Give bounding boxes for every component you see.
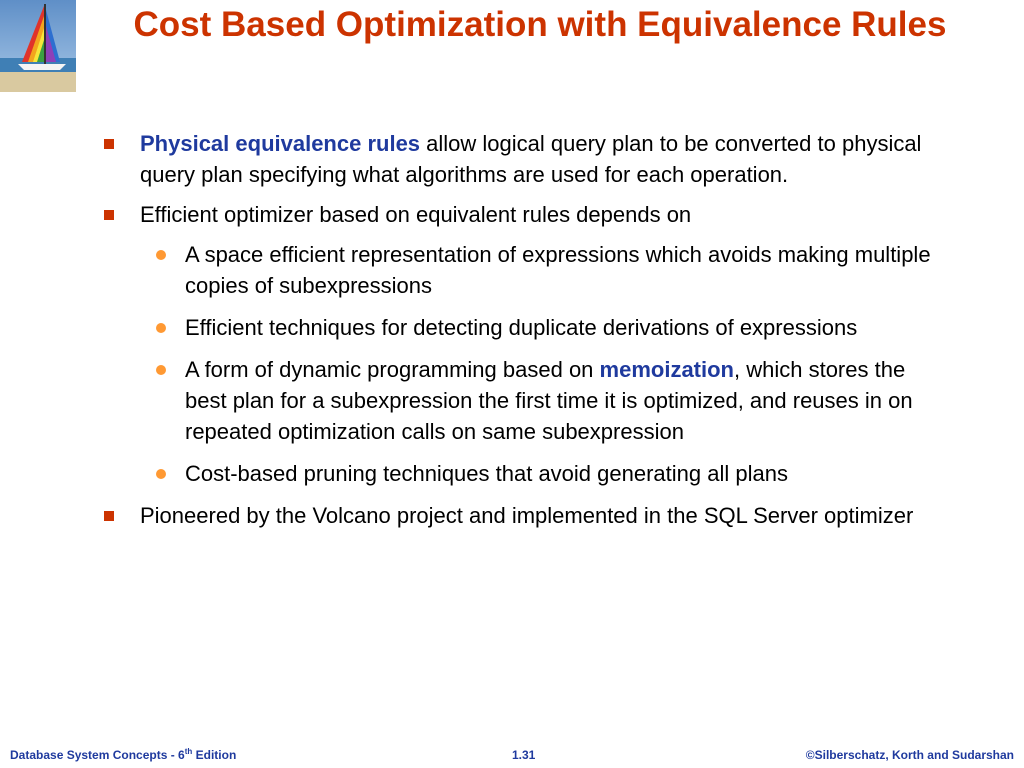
slide-title: Cost Based Optimization with Equivalence Rules — [133, 5, 947, 44]
round-bullet-icon — [156, 365, 166, 375]
sub-bullet-space-efficient — [104, 239, 944, 301]
footer-edition-sup: th — [184, 747, 193, 756]
footer-book-title — [10, 748, 236, 762]
highlight-term: Physical equivalence rules — [140, 131, 421, 156]
slide-footer — [0, 744, 1024, 768]
round-bullet-icon — [156, 250, 166, 260]
slide-content — [104, 128, 944, 540]
footer-edition-label: Edition — [192, 748, 237, 762]
square-bullet-icon — [104, 511, 114, 521]
sub-bullet-memoization — [104, 354, 944, 447]
bullet-volcano — [104, 500, 944, 531]
bullet-text: Efficient optimizer based on equivalent rules depends on — [140, 202, 692, 227]
square-bullet-icon — [104, 210, 114, 220]
highlight-term: memoization — [599, 357, 734, 382]
sailboat-logo-icon — [0, 0, 76, 92]
bullet-efficient-optimizer — [104, 199, 944, 230]
square-bullet-icon — [104, 139, 114, 149]
footer-copyright: ©Silberschatz, Korth and Sudarshan — [805, 748, 1014, 762]
sub-bullet-text-before: A form of dynamic programming based on — [185, 357, 600, 382]
footer-slide-number: 1.31 — [512, 748, 536, 762]
bullet-physical-equivalence — [104, 128, 944, 190]
sub-bullet-text: Cost-based pruning techniques that avoid generating all plans — [185, 461, 788, 486]
round-bullet-icon — [156, 469, 166, 479]
bullet-text: Pioneered by the Volcano project and implemented in the SQL Server optimizer — [140, 503, 914, 528]
sub-bullet-text-after: , which stores the best plan for a subexpression the first time it is optimized, and reuses in on repeated optimization calls on same subexpression — [185, 357, 913, 444]
bullet-text: allow logical query plan to be converted to physical query plan specifying what algorithms are used for each operation. — [140, 131, 922, 187]
sub-bullet-duplicate-detection — [104, 312, 944, 343]
sub-bullet-text: A space efficient representation of expressions which avoids making multiple copies of subexpressions — [185, 242, 931, 298]
sub-bullet-text: Efficient techniques for detecting duplicate derivations of expressions — [185, 315, 858, 340]
sub-bullet-cost-pruning — [104, 458, 944, 489]
round-bullet-icon — [156, 323, 166, 333]
footer-book-name: Database System Concepts - 6 — [10, 748, 185, 762]
